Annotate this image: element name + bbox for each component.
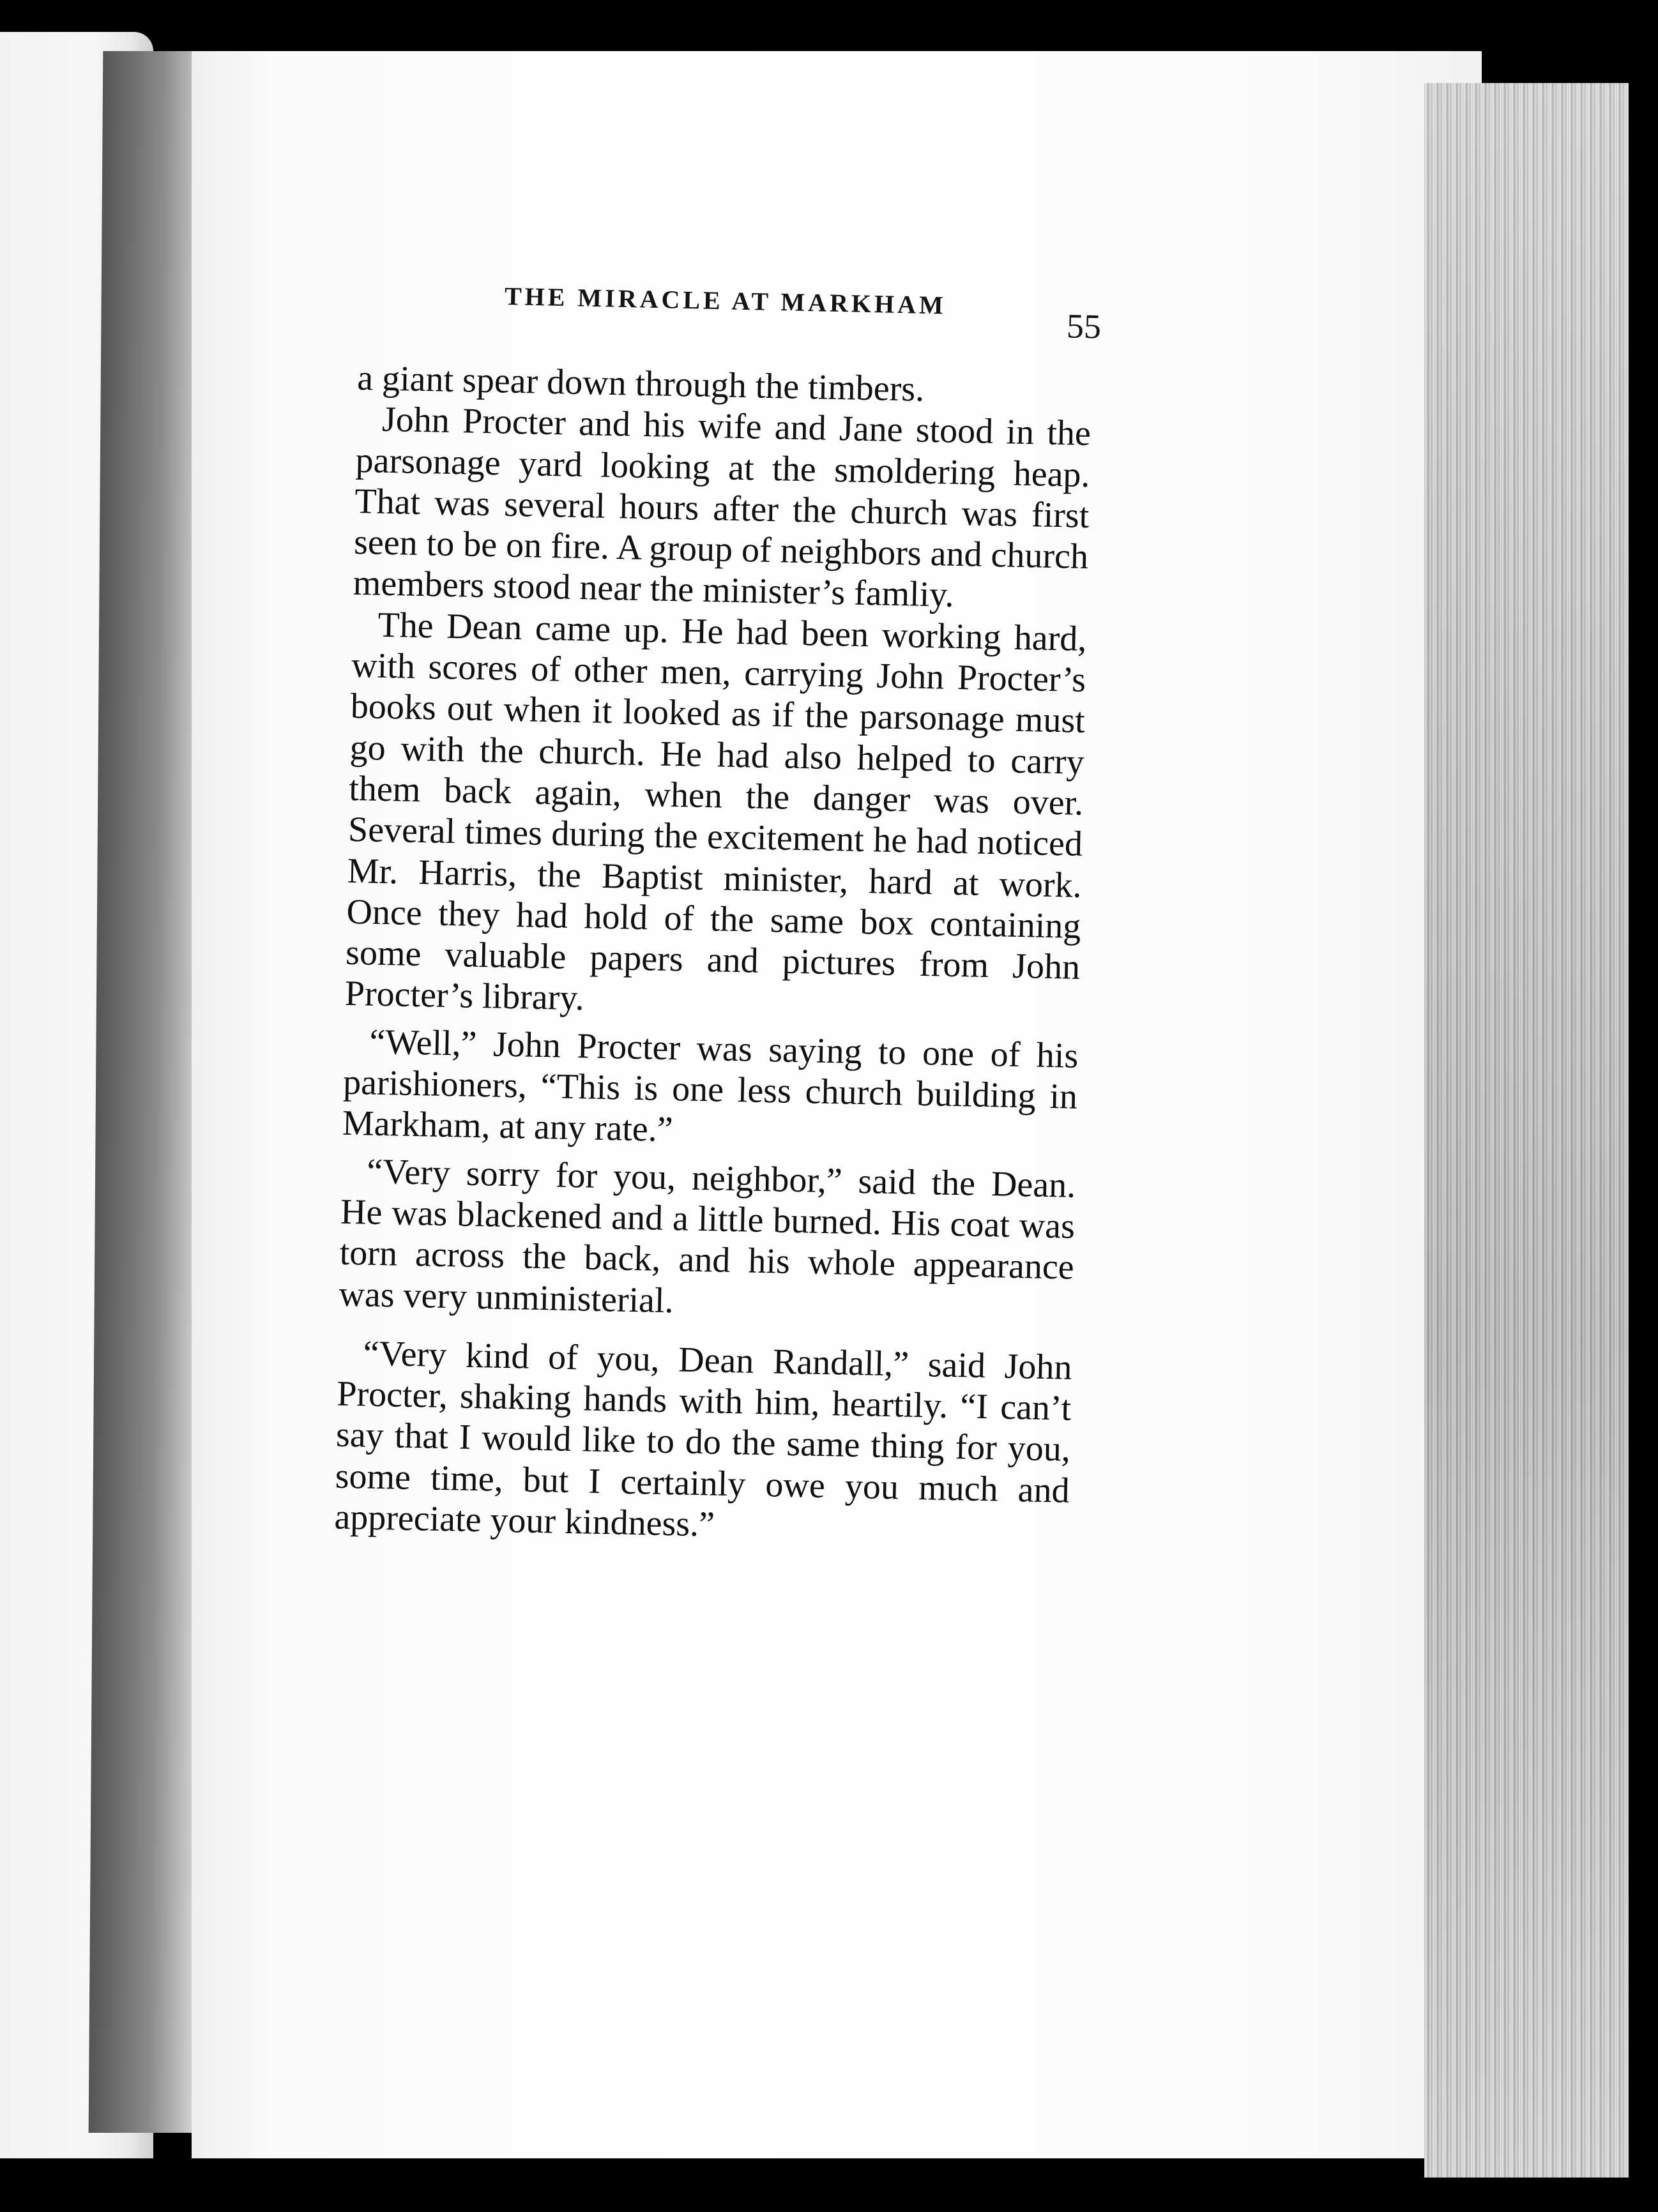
paragraph: “Well,” John Procter was saying to one of his parishioners, “This is one less church building in Markham, at any rate.” xyxy=(342,1022,1079,1150)
page-number: 55 xyxy=(1066,307,1102,346)
paragraph: “Very kind of you, Dean Randall,” said John Procter, shaking hands with him, heartily. “I can’t say that I would like to do the same thing for you, some time, but I certainly owe you much and appreciate your kindness.” xyxy=(333,1333,1073,1545)
paragraph: a giant spear down through the timbers. xyxy=(356,358,925,409)
paragraph: The Dean came up. He had been working hard, with scores of other men, carrying John Procter’s books out when it looked as if the parsonage must go with the church. He had also helped to carry them back again, when the danger was over. Several times during the excitement he had noticed Mr. Harris, the Baptist minister, hard at work. Once they had hold of the same box containing some valuable papers and pictures from John Procter’s library. xyxy=(344,605,1088,1019)
body-text xyxy=(334,358,1092,1552)
page-edges xyxy=(1424,83,1629,2178)
running-head: THE MIRACLE AT MARKHAM xyxy=(504,282,947,320)
paragraph: “Very sorry for you, neighbor,” said the Dean. He was blackened and a little burned. His coat was torn across the back, and his whole appearance was very unministerial. xyxy=(338,1151,1076,1321)
paragraph: John Procter and his wife and Jane stood in the parsonage yard looking at the smoldering heap. That was several hours after the church was first seen to be on fire. A group of neighbors and church members stood near the minister’s famliy. xyxy=(353,400,1091,616)
